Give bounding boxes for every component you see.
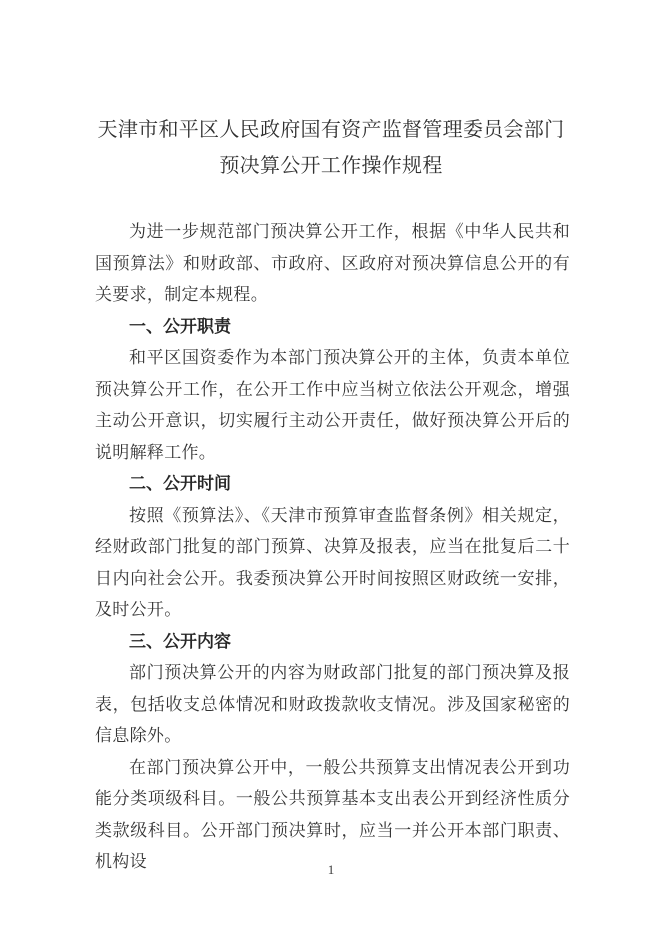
document-title [0, 0, 662, 184]
page-number: 1 [327, 862, 335, 877]
document-title-line-2: 预决算公开工作操作规程 [219, 155, 443, 177]
section-heading-duties: 一、公开职责 [129, 316, 231, 336]
intro-paragraph: 为进一步规范部门预决算公开工作，根据《中华人民共和国预算法》和财政部、市政府、区政府对预决算信息公开的有关要求，制定本规程。 [95, 222, 570, 304]
section-content-paragraph-1: 部门预决算公开的内容为财政部门批复的部门预决算及报表，包括收支总体情况和财政拨款收支情况。涉及国家秘密的信息除外。 [95, 663, 570, 745]
section-timing-paragraph: 按照《预算法》、《天津市预算审查监督条例》相关规定，经财政部门批复的部门预算、决算及报表，应当在批复后二十日内向社会公开。我委预决算公开时间按照区财政统一安排，及时公开。 [95, 505, 570, 619]
section-heading-timing: 二、公开时间 [129, 474, 231, 493]
section-content-paragraph-2: 在部门预决算公开中，一般公共预算支出情况表公开到功能分类项级科目。一般公共预算基本支出表公开到经济性质分类款级科目。公开部门预决算时，应当一并公开本部门职责、机构设 [95, 757, 570, 871]
section-duties-paragraph: 和平区国资委作为本部门预决算公开的主体，负责本单位预决算公开工作，在公开工作中应当树立依法公开观念，增强主动公开意识，切实履行主动公开责任，做好预决算公开后的说明解释工作。 [95, 348, 570, 462]
document-body [95, 216, 570, 878]
section-heading-content: 三、公开内容 [129, 631, 231, 651]
document-title-line-1: 天津市和平区人民政府国有资产监督管理委员会部门 [97, 119, 565, 141]
